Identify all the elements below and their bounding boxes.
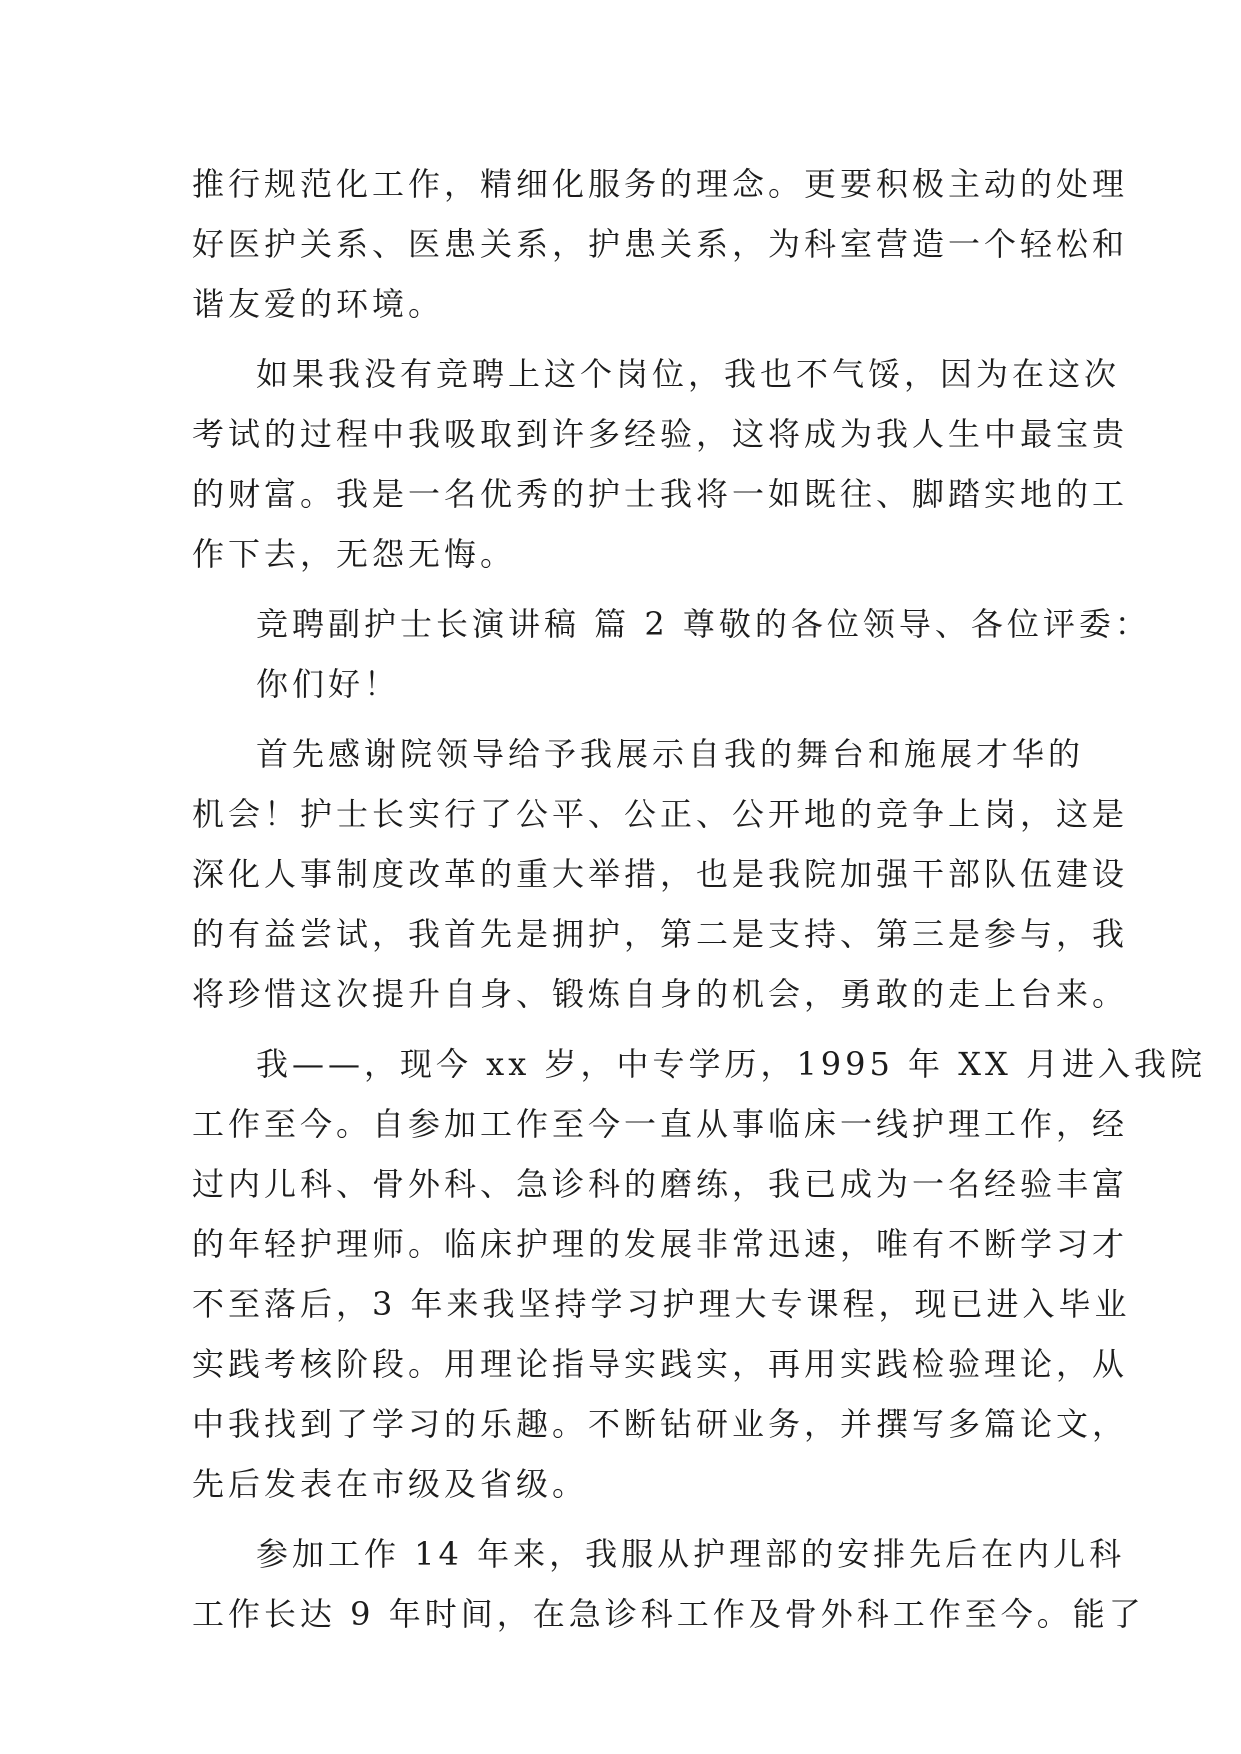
text-line: 的财富。我是一名优秀的护士我将一如既往、脚踏实地的工: [192, 475, 1129, 513]
text-line: 工作至今。自参加工作至今一直从事临床一线护理工作，经: [192, 1105, 1129, 1143]
text-line: 推行规范化工作，精细化服务的理念。更要积极主动的处理: [192, 165, 1129, 203]
text-line: 过内儿科、骨外科、急诊科的磨练，我已成为一名经验丰富: [192, 1165, 1129, 1203]
text-line: 我——，现今 xx 岁，中专学历，1995 年 XX 月进入我院: [256, 1045, 1206, 1083]
document-body: [192, 154, 1206, 1644]
text-line: 作下去，无怨无悔。: [192, 535, 517, 573]
text-line: 如果我没有竞聘上这个岗位，我也不气馁，因为在这次: [256, 355, 1121, 393]
text-line: 机会！护士长实行了公平、公正、公开地的竞争上岗，这是: [192, 795, 1129, 833]
text-line: 好医护关系、医患关系，护患关系，为科室营造一个轻松和: [192, 225, 1129, 263]
paragraph-1: [192, 154, 1129, 334]
paragraph-3: [192, 724, 1129, 1024]
text-line: 工作长达 9 年时间，在急诊科工作及骨外科工作至今。能了: [192, 1595, 1145, 1633]
text-line: 的有益尝试，我首先是拥护，第二是支持、第三是参与，我: [192, 915, 1129, 953]
text-line: 不至落后，3 年来我坚持学习护理大专课程，现已进入毕业: [192, 1285, 1131, 1323]
paragraph-greeting: [192, 654, 1062, 714]
paragraph-heading: [192, 594, 1151, 654]
text-line: 参加工作 14 年来，我服从护理部的安排先后在内儿科: [256, 1535, 1126, 1573]
text-line: 考试的过程中我吸取到许多经验，这将成为我人生中最宝贵: [192, 415, 1129, 453]
text-line: 谐友爱的环境。: [192, 285, 445, 323]
text-line: 深化人事制度改革的重大举措，也是我院加强干部队伍建设: [192, 855, 1129, 893]
text-line: 的年轻护理师。临床护理的发展非常迅速，唯有不断学习才: [192, 1225, 1129, 1263]
text-line: 中我找到了学习的乐趣。不断钻研业务，并撰写多篇论文，: [192, 1405, 1129, 1443]
text-line: 将珍惜这次提升自身、锻炼自身的机会，勇敢的走上台来。: [192, 975, 1129, 1013]
paragraph-2: [192, 344, 1129, 584]
paragraph-4: [192, 1034, 1206, 1514]
text-line: 实践考核阶段。用理论指导实践实，再用实践检验理论，从: [192, 1345, 1129, 1383]
text-line: 先后发表在市级及省级。: [192, 1465, 589, 1503]
section-heading: 竞聘副护士长演讲稿 篇 2 尊敬的各位领导、各位评委：: [256, 605, 1151, 643]
paragraph-5: [192, 1524, 1145, 1644]
greeting-line: 你们好！: [256, 665, 401, 703]
text-line: 首先感谢院领导给予我展示自我的舞台和施展才华的: [256, 735, 1085, 773]
